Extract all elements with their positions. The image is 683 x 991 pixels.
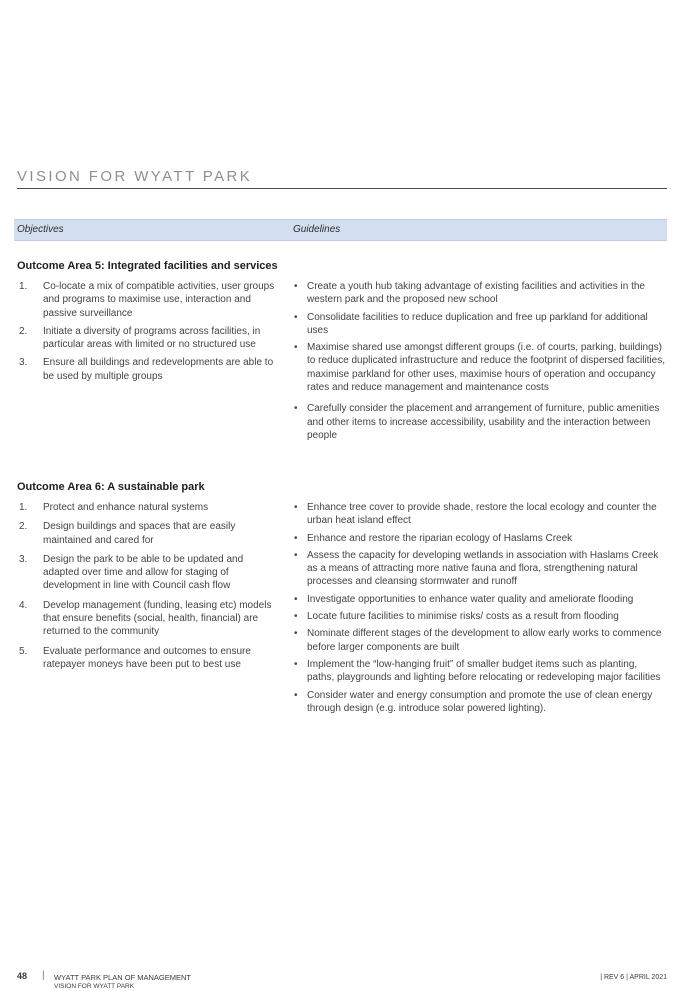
guideline-item: • Carefully consider the placement and arrangement of furniture, public amenities and other items to increase accessibility, usability and the interaction between people <box>293 402 665 442</box>
objective-text: Design buildings and spaces that are easily maintained and cared for <box>43 521 236 546</box>
guideline-item: • Consolidate facilities to reduce duplication and free up parkland for additional uses <box>293 311 665 338</box>
guideline-item: • Implement the “low-hanging fruit” of smaller budget items such as planting, paths, playgrounds and lighting before relocating or redeveloping major facilities <box>293 658 665 685</box>
objectives-column <box>17 280 279 383</box>
objective-number: 2. <box>19 521 28 533</box>
guideline-item: • Enhance and restore the riparian ecology of Haslams Creek <box>293 532 665 545</box>
footer-separator: | <box>42 970 45 981</box>
guideline-item: • Create a youth hub taking advantage of existing facilities and activities in the western park and the proposed new school <box>293 280 665 307</box>
section-heading: Outcome Area 6: A sustainable park <box>17 481 205 493</box>
guideline-item: • Investigate opportunities to enhance water quality and ameliorate flooding <box>293 593 665 606</box>
outcome-area-6 <box>17 480 667 740</box>
guideline-item: • Consider water and energy consumption and promote the use of clean energy through design (e.g. introduce solar powered lighting). <box>293 689 665 716</box>
objective-number: 5. <box>19 645 28 657</box>
objective-number: 1. <box>19 502 28 513</box>
objective-text: Evaluate performance and outcomes to ensure ratepayer moneys have been put to best use <box>43 645 251 670</box>
objective-number: 3. <box>19 357 28 369</box>
guideline-item: • Enhance tree cover to provide shade, restore the local ecology and counter the urban heat island effect <box>293 501 665 528</box>
objective-text: Co-locate a mix of compatible activities, user groups and programs to maximise use, interaction and passive surveillance <box>43 281 275 319</box>
objective-text: Develop management (funding, leasing etc) models that ensure benefits (social, health, financial) are returned to the community <box>43 599 272 638</box>
objective-item <box>17 280 279 320</box>
objective-item <box>17 325 279 352</box>
objectives-column-header: Objectives <box>17 224 64 235</box>
objective-item <box>17 599 279 639</box>
objective-item <box>17 520 279 547</box>
objective-item <box>17 356 279 383</box>
table-header <box>14 219 667 241</box>
outcome-area-5 <box>17 259 667 464</box>
footer-document-title: WYATT PARK PLAN OF MANAGEMENT <box>54 973 191 982</box>
page-number: 48 <box>17 971 28 981</box>
objective-number: 1. <box>19 281 28 292</box>
objective-text: Design the park to be able to be updated and adapted over time and allow for staging of development in line with Council cash flow <box>43 553 244 592</box>
footer-revision: | REV 6 | APRIL 2021 <box>600 974 667 981</box>
guidelines-column <box>293 280 665 442</box>
guideline-item: • Nominate different stages of the development to allow early works to commence before larger components are built <box>293 627 665 654</box>
objective-number: 3. <box>19 553 28 565</box>
objective-number: 2. <box>19 325 28 337</box>
objective-text: Protect and enhance natural systems <box>43 502 209 513</box>
guideline-item: • Assess the capacity for developing wetlands in association with Haslams Creek as a means of attracting more native fauna and flora, strengthening natural processes and cleansing stormwater and runoff <box>293 549 665 589</box>
objective-number: 4. <box>19 599 28 611</box>
objective-item <box>17 553 279 593</box>
objective-text: Initiate a diversity of programs across facilities, in particular areas with limited or no structured use <box>43 325 261 351</box>
footer-document-subtitle: VISION FOR WYATT PARK <box>54 983 135 990</box>
objectives-column <box>17 501 279 671</box>
section-heading: Outcome Area 5: Integrated facilities and services <box>17 260 278 272</box>
guideline-item: • Locate future facilities to minimise risks/ costs as a result from flooding <box>293 610 665 623</box>
objective-text: Ensure all buildings and redevelopments are able to be used by multiple groups <box>43 357 274 382</box>
guidelines-column <box>293 501 665 715</box>
guidelines-column-header: Guidelines <box>293 224 341 235</box>
page-title: VISION FOR WYATT PARK <box>17 168 667 189</box>
objective-item <box>17 501 279 514</box>
objective-item <box>17 645 279 672</box>
guideline-item: • Maximise shared use amongst different groups (i.e. of courts, parking, buildings) to reduce duplicated infrastructure and reduce the footprint of dispersed facilities, maximise parkland for other uses, maximise hours of operation and occupancy rates and reduce management and maintenance costs <box>293 341 665 394</box>
